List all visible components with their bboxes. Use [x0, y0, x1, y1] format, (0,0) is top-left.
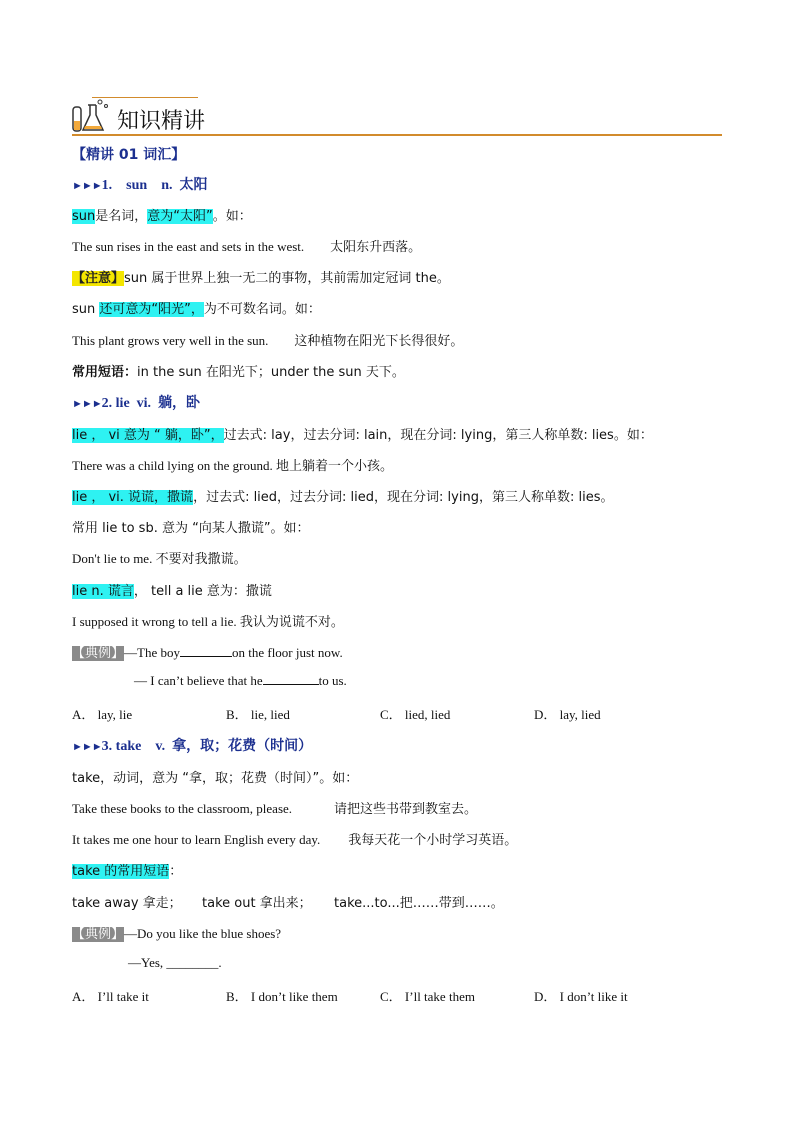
take-option-b[interactable]: B． I don’t like them [226, 989, 338, 1004]
take-option-d[interactable]: D． I don’t like it [534, 989, 628, 1004]
triangle-icon: ►►► [72, 741, 102, 753]
flask-icon [70, 97, 114, 135]
triangle-icon: ►►► [72, 398, 102, 410]
lie-definition-1: lie ， vi 意为 “ 躺，卧”，过去式: lay，过去分词: lain，现在分词: lying，第三人称单数: lies。如： [72, 428, 653, 443]
section-title: 【精讲 01 词汇】 [72, 147, 186, 163]
sun-example-1: The sun rises in the east and sets in the west. 太阳东升西落。 [72, 239, 422, 255]
answer-blank[interactable] [180, 645, 232, 657]
lie-question-line-1: 【典例】—The boy on the floor just now. [72, 645, 343, 661]
lie-definition-2: lie ， vi. 说谎，撒谎，过去式: lied，过去分词: lied，现在分词: lying，第三人称单数: lies。 [72, 490, 614, 505]
take-phrase-2: take out 拿出来； [202, 896, 312, 911]
lie-example-2: Don't lie to me. 不要对我撒谎。 [72, 551, 247, 566]
take-example-2: It takes me one hour to learn English every day. 我每天花一个小时学习英语。 [72, 832, 518, 848]
sun-definition: sun是名词，意为“太阳”。如： [72, 209, 252, 224]
take-definition: take，动词，意为 “拿，取；花费（时间）”。如： [72, 771, 359, 786]
take-phrase-3: take...to...把……带到……。 [334, 896, 504, 911]
word-heading-sun: ►►►1. sun n. 太阳 [72, 177, 208, 193]
sun-definition-2: sun 还可意为“阳光”，为不可数名词。如： [72, 302, 321, 317]
lie-option-c[interactable]: C． lied, lied [380, 707, 451, 722]
take-question-line-2: —Yes, ________. [128, 955, 222, 970]
lie-option-d[interactable]: D． lay, lied [534, 707, 601, 722]
sun-example-2: This plant grows very well in the sun. 这种植物在阳光下长得很好。 [72, 333, 464, 349]
lie-question-line-2: — I can’t believe that he to us. [134, 673, 347, 688]
take-phrase-1: take away 拿走； [72, 896, 182, 911]
lie-example-3: I supposed it wrong to tell a lie. 我认为说谎不对。 [72, 614, 344, 629]
lie-option-b[interactable]: B． lie, lied [226, 707, 290, 722]
page-title: 知识精讲 [117, 109, 206, 134]
triangle-icon: ►►► [72, 180, 102, 192]
take-phrases-heading: take 的常用短语： [72, 864, 183, 879]
sun-phrases: 常用短语：in the sun 在阳光下；under the sun 天下。 [72, 365, 405, 380]
take-option-a[interactable]: A． I’ll take it [72, 989, 149, 1004]
word-heading-take: ►►►3. take v. 拿，取；花费（时间） [72, 738, 313, 754]
sun-note: 【注意】sun 属于世界上独一无二的事物，其前需加定冠词 the。 [72, 271, 450, 286]
take-question-line-1: 【典例】—Do you like the blue shoes? [72, 926, 282, 942]
take-example-1: Take these books to the classroom, please. 请把这些书带到教室去。 [72, 801, 478, 817]
lie-example-1: There was a child lying on the ground. 地上躺着一个小孩。 [72, 458, 393, 473]
take-option-c[interactable]: C． I’ll take them [380, 989, 475, 1004]
word-heading-lie: ►►►2. lie vi. 躺，卧 [72, 395, 201, 411]
header-rule [72, 134, 722, 136]
lie-definition-4: lie n. 谎言， tell a lie 意为：撒谎 [72, 584, 272, 599]
answer-blank[interactable] [263, 673, 319, 685]
lie-option-a[interactable]: A． lay, lie [72, 707, 133, 722]
lie-definition-3: 常用 lie to sb. 意为 “向某人撒谎”。如： [72, 521, 310, 536]
